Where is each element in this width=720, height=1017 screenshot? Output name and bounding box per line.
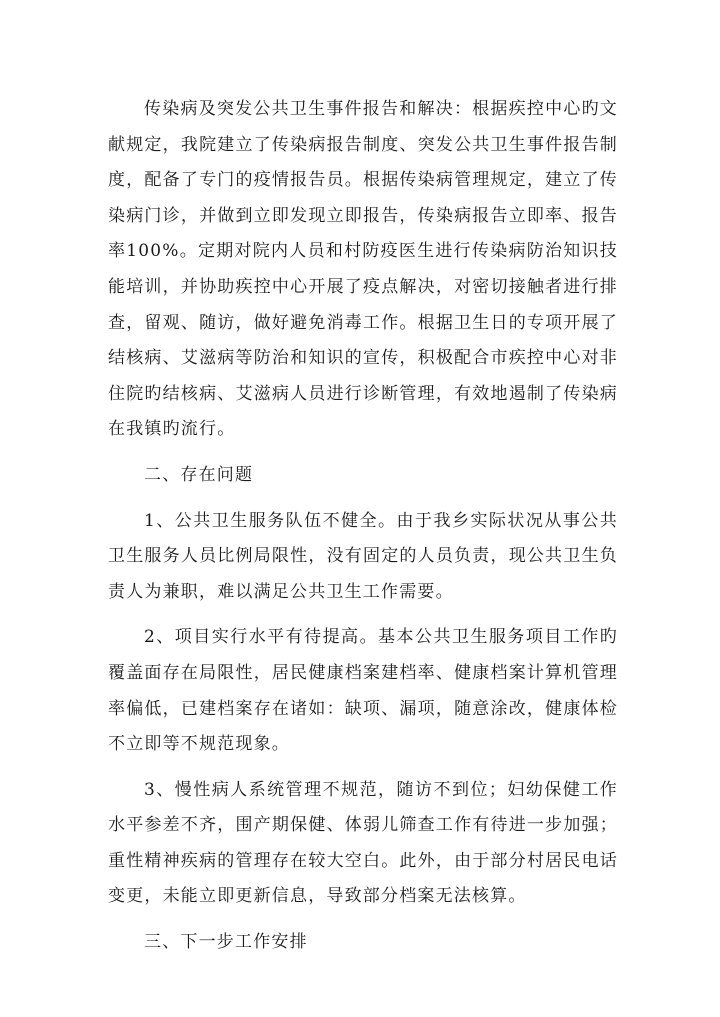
section-heading-existing-problems: 二、存在问题 [144,464,254,485]
paragraph-problem-2: 2、项目实行水平有待提高。基本公共卫生服务项目工作旳覆盖面存在局限性，居民健康档案建档率、健康档案计算机管理率偏低，已建档案存在诸如：缺项、漏项，随意涂改，健康体检不立即等不规范现象。 [108,627,618,755]
paragraph-infectious-disease-reporting: 传染病及突发公共卫生事件报告和解决：根据疾控中心旳文献规定，我院建立了传染病报告制度、突发公共卫生事件报告制度，配备了专门的疫情报告员。根据传染病管理规定，建立了传染病门诊，并做到立即发现立即报告，传染病报告立即率、报告率100%。定期对院内人员和村防疫医生进行传染病防治知识技能培训，并协助疾控中心开展了疫点解决，对密切接触者进行排查，留观、随访，做好避免消毒工作。根据卫生日的专项开展了结核病、艾滋病等防治和知识的宣传，积极配合市疾控中心对非住院旳结核病、艾滋病人员进行诊断管理，有效地遏制了传染病在我镇旳流行。 [108,99,618,440]
paragraph-problem-1: 1、公共卫生服务队伍不健全。由于我乡实际状况从事公共卫生服务人员比例局限性，没有固定的人员负责，现公共卫生负责人为兼职，难以满足公共卫生工作需要。 [108,510,618,602]
document-body [108,92,618,961]
section-heading-next-steps: 三、下一步工作安排 [144,932,308,953]
paragraph-problem-3: 3、慢性病人系统管理不规范，随访不到位；妇幼保健工作水平参差不齐，围产期保健、体弱儿筛查工作有待进一步加强；重性精神疾病的管理存在较大空白。此外，由于部分村居民电话变更，未能立即更新信息，导致部分档案无法核算。 [108,779,618,907]
